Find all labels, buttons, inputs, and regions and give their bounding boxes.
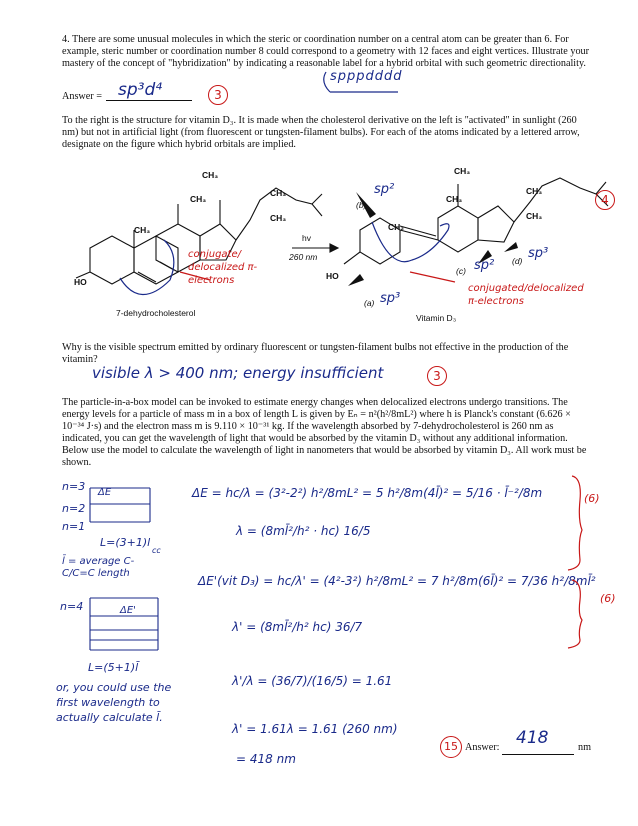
energy-diagram-2	[86, 594, 162, 656]
score-circle: 3	[208, 85, 228, 105]
final-answer-value: 418	[516, 728, 549, 748]
label-b: (b)	[356, 200, 367, 210]
score-circle-figure: 4	[595, 190, 615, 210]
final-answer-label: Answer:	[465, 742, 500, 753]
label-d: (d)	[512, 256, 523, 266]
hv-label: hv	[302, 233, 311, 243]
score-circle-visible: 3	[427, 366, 447, 386]
ho-left: HO	[74, 277, 87, 287]
note-bracket	[318, 68, 428, 96]
right-ch3-chain2: CH₃	[526, 211, 543, 221]
score-circle-total: 15	[440, 736, 462, 758]
right-ch3-mid: CH₃	[446, 194, 463, 204]
right-ch3-chain: CH₃	[526, 186, 543, 196]
label-c: (c)	[456, 266, 466, 276]
left-ch3-chain2: CH₃	[270, 213, 287, 223]
energy-diagram-1	[86, 484, 156, 532]
pib-paragraph: The particle-in-a-box model can be invoked to estimate energy changes when delocalized electrons undergo transitions. The energy levels for a particle of mass m in a box of length L is given by Eₙ = n²(h²/8mL²) where h is Planck's constant (6.626 × 10⁻³⁴ J·s) and the electron mass m is 9.110 × 10⁻³¹ kg. If the wavelength absorbed by 7-dehydrocholesterol is 260 nm as indicated, you can get the wavelength of light that would be absorbed by the vitamin D₃ without any additional information. Below use the model to calculate the wavelength of light in nanometers that would be absorbed by vitamin D₃. All work must be shown.	[62, 397, 587, 468]
delta-e-1: ΔE	[98, 487, 112, 498]
hybrid-a: sp³	[380, 291, 401, 306]
right-ch3-top: CH₃	[454, 166, 471, 176]
lbar-definition: l̄ = average C-C/C=C length	[62, 556, 135, 579]
equation-3: ΔE'(vit D₃) = hc/λ' = (4²-3²) h²/8mL² = 7 h²/8m(6l̄)² = 7/36 h²/8ml̄²	[198, 574, 596, 588]
left-ch3-chain: CH₃	[270, 188, 287, 198]
level-n1: n=1	[62, 520, 86, 533]
question-4-intro: 4. There are some unusual molecules in which the steric or coordination number on a central atom can be greater than 6. For example, steric number or coordination number 8 could correspond to a geometry with 12 faces and eight vertices. Illustrate your mastery of the concept of "hybridization" by indicating a reasonable label for a hybrid orbital with such geometric directionality.	[62, 34, 590, 69]
handwritten-note: spppdddd	[330, 69, 403, 84]
equation-7: = 418 nm	[236, 752, 296, 766]
alternative-note: or, you could use the first wavelength to actually calculate l̄.	[56, 681, 172, 724]
equation-2: λ = (8ml̄²/h² · hc) 16/5	[236, 524, 371, 538]
cc-subscript: cc	[152, 546, 161, 555]
visible-question: Why is the visible spectrum emitted by ordinary fluorescent or tungsten-filament bulbs not effective in the production of the vitamin?	[62, 342, 569, 365]
box-length-2: L=(5+1)l̄	[88, 661, 139, 674]
left-caption: 7-dehydrocholesterol	[116, 308, 196, 318]
left-conjugation-note: conjugate/ delocalized π-electrons	[188, 249, 258, 286]
box-length-1: L=(3+1)l	[100, 536, 151, 549]
level-n4: n=4	[60, 600, 84, 613]
left-ch3-ring: CH₃	[134, 225, 151, 235]
label-a: (a)	[364, 298, 375, 308]
final-answer-unit: nm	[578, 742, 592, 753]
level-n3: n=3	[62, 480, 86, 493]
level-n2: n=2	[62, 502, 86, 515]
answer-label: Answer =	[62, 91, 102, 102]
equation-6: λ' = 1.61λ = 1.61 (260 nm)	[232, 722, 398, 736]
hybrid-b: sp²	[374, 182, 395, 197]
answer-underline	[106, 100, 192, 101]
score-6-first: (6)	[584, 492, 600, 505]
left-ch3-mid: CH₃	[190, 194, 207, 204]
equation-5: λ'/λ = (36/7)/(16/5) = 1.61	[232, 674, 393, 688]
delta-e-2: ΔE'	[120, 605, 136, 616]
equation-1: ΔE = hc/λ = (3²-2²) h²/8mL² = 5 h²/8m(4l̄)² = 5/16 · l̄⁻²/8m	[192, 486, 543, 500]
vitamin-d-paragraph: To the right is the structure for vitamin D₃. It is made when the cholesterol derivative on the left is "activated" in sunlight (260 nm) but not in artificial light (from fluorescent or tungsten-filament bulbs). For each of the atoms indicated by a lettered arrow, designate on the figure which hybrid orbitals are implied.	[62, 115, 580, 150]
right-conjugation-note: conjugated/delocalized π-electrons	[468, 283, 584, 307]
equation-4: λ' = (8ml̄²/h² hc) 36/7	[232, 620, 363, 634]
visible-answer: visible λ > 400 nm; energy insufficient	[92, 364, 384, 382]
ch2-label: CH₂	[388, 222, 405, 232]
ho-right: HO	[326, 271, 339, 281]
left-ch3-top: CH₃	[202, 170, 219, 180]
wavelength-label: 260 nm	[289, 252, 318, 262]
hybrid-c: sp²	[474, 258, 495, 273]
right-caption: Vitamin D₃	[416, 313, 457, 323]
final-answer-underline	[502, 754, 574, 755]
hybrid-d: sp³	[528, 246, 549, 261]
hybrid-answer: sp³d⁴	[118, 80, 163, 100]
score-6-second: (6)	[600, 592, 616, 605]
